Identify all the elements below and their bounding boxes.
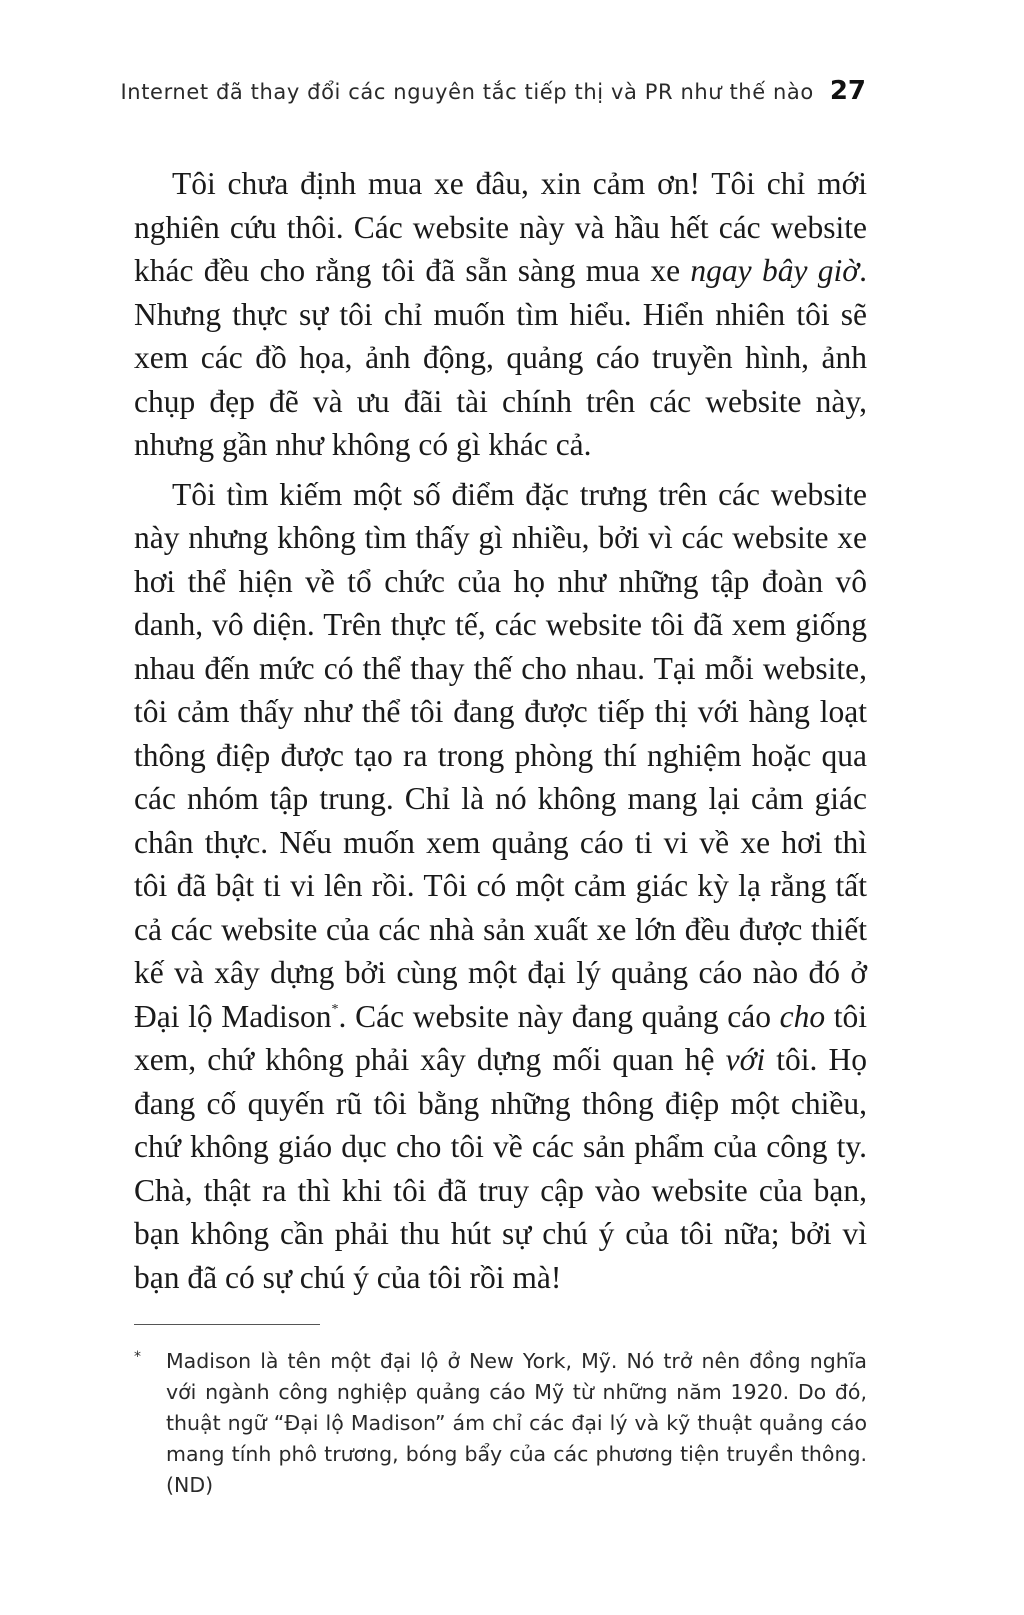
running-header	[100, 76, 866, 106]
footnote-reference: *	[331, 1001, 339, 1017]
paragraph-1-text-b: . Nhưng thực sự tôi chỉ muốn tìm hiểu. Hiển nhiên tôi sẽ xem các đồ họa, ảnh động, quảng cáo truyền hình, ảnh chụp đẹp đẽ và ưu đãi tài chính trên các website này, nhưng gần như không có gì khác cả.	[134, 253, 867, 462]
page-number: 27	[829, 76, 866, 106]
paragraph-2-text-c: tôi xem, chứ không phải xây dựng mối quan hệ	[134, 998, 868, 1077]
paragraph-1-text-a: Tôi chưa định mua xe đâu, xin cảm ơn! Tôi chỉ mới nghiên cứu thôi. Các website này và hầu hết các website khác đều cho rằng tôi đã sẵn sàng mua xe	[134, 166, 867, 288]
footnote	[134, 1346, 867, 1501]
paragraph-2-text-d: tôi. Họ đang cố quyến rũ tôi bằng những thông điệp một chiều, chứ không giáo dục cho tôi về các sản phẩm của công ty. Chà, thật ra thì khi tôi đã truy cập vào website của bạn, bạn không cần phải thu hút sự chú ý của tôi nữa; bởi vì bạn đã có sự chú ý của tôi rồi mà!	[134, 1042, 867, 1295]
footnote-text: Madison là tên một đại lộ ở New York, Mỹ. Nó trở nên đồng nghĩa với ngành công nghiệp quảng cáo Mỹ từ những năm 1920. Do đó, thuật ngữ “Đại lộ Madison” ám chỉ các đại lý và kỹ thuật quảng cáo mang tính phô trương, bóng bẩy của các phương tiện truyền thông. (ND)	[166, 1349, 867, 1497]
footnote-marker: *	[134, 1349, 141, 1365]
paragraph-2-text-b: . Các website này đang quảng cáo	[338, 998, 780, 1034]
paragraph-2-emphasis-cho: cho	[779, 998, 826, 1034]
chapter-title: Internet đã thay đổi các nguyên tắc tiếp thị và PR như thế nào	[120, 80, 814, 104]
body-text	[134, 162, 867, 1305]
paragraph-1	[134, 162, 867, 467]
paragraph-1-emphasis: ngay bây giờ	[690, 253, 860, 288]
footnote-divider	[134, 1324, 320, 1325]
paragraph-2	[134, 473, 867, 1300]
paragraph-2-text-a: Tôi tìm kiếm một số điểm đặc trưng trên các website này nhưng không tìm thấy gì nhiều, bởi vì các website xe hơi thể hiện về tổ chức của họ như những tập đoàn vô danh, vô diện. Trên thực tế, các website tôi đã xem giống nhau đến mức có thể thay thế cho nhau. Tại mỗi website, tôi cảm thấy như thể tôi đang được tiếp thị với hàng loạt thông điệp được tạo ra trong phòng thí nghiệm hoặc qua các nhóm tập trung. Chỉ là nó không mang lại cảm giác chân thực. Nếu muốn xem quảng cáo ti vi về xe hơi thì tôi đã bật ti vi lên rồi. Tôi có một cảm giác kỳ lạ rằng tất cả các website của các nhà sản xuất xe lớn đều được thiết kế và xây dựng bởi cùng một đại lý quảng cáo nào đó ở Đại lộ Madison	[134, 476, 867, 1034]
paragraph-2-emphasis-voi: với	[725, 1042, 766, 1077]
